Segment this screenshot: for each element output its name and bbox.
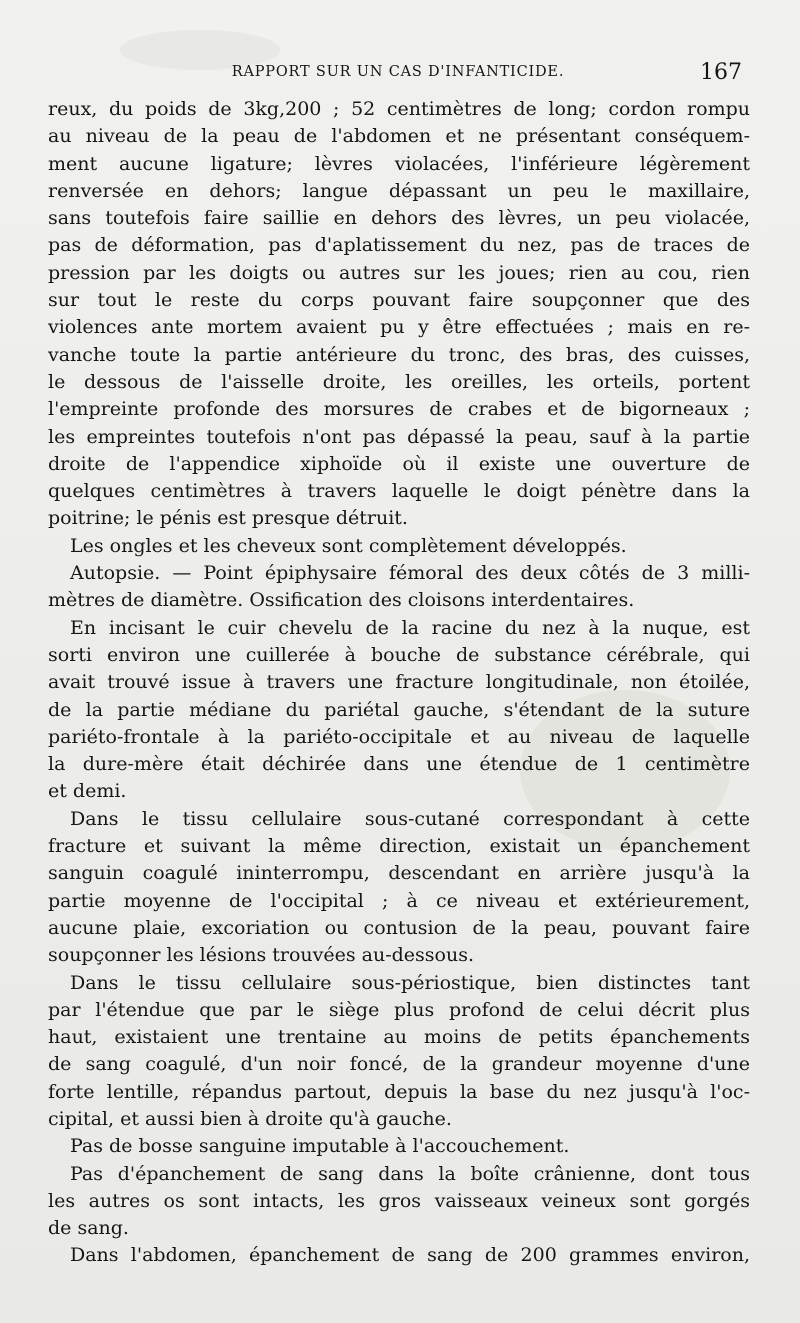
page-number: 167 [700,60,742,85]
text-line: Dans l'abdomen, épanchement de sang de 200 grammes environ, [70,1244,750,1267]
text-line: vanche toute la partie antérieure du tronc, des bras, des cuisses, [48,343,750,366]
text-line: Dans le tissu cellulaire sous-cutané correspondant à cette [70,807,750,830]
text-line: aucune plaie, excoriation ou contusion de la peau, pouvant faire [48,916,750,939]
text-line: droite de l'appendice xiphoïde où il existe une ouverture de [48,452,750,475]
text-line: de sang. [48,1217,129,1240]
text-line: partie moyenne de l'occipital ; à ce niveau et extérieurement, [48,889,750,912]
text-line: de la partie médiane du pariétal gauche, s'étendant de la suture [48,698,750,721]
text-line: reux, du poids de 3kg,200 ; 52 centimètres de long; cordon rompu [48,98,750,120]
text-line: ment aucune ligature; lèvres violacées, l'inférieure légèrement [48,152,750,175]
text-line: quelques centimètres à travers laquelle le doigt pénètre dans la [48,480,750,503]
text-line: Les ongles et les cheveux sont complètement développés. [70,534,627,557]
text-line: la dure-mère était déchirée dans une étendue de 1 centimètre [48,753,750,776]
text-line: de sang coagulé, d'un noir foncé, de la grandeur moyenne d'une [48,1053,750,1076]
text-line: haut, existaient une trentaine au moins de petits épanchements [48,1026,750,1049]
text-line: violences ante mortem avaient pu y être effectuées ; mais en re- [48,316,750,339]
text-line: les empreintes toutefois n'ont pas dépassé la peau, sauf à la partie [48,425,750,448]
text-line: En incisant le cuir chevelu de la racine du nez à la nuque, est [70,616,750,639]
text-line: avait trouvé issue à travers une fracture longitudinale, non étoilée, [48,671,750,694]
text-line: l'empreinte profonde des morsures de crabes et de bigorneaux ; [48,398,750,421]
text-line: Pas d'épanchement de sang dans la boîte crânienne, dont tous [70,1162,750,1185]
running-head: RAPPORT SUR UN CAS D'INFANTICIDE. [231,64,565,80]
text-line: sur tout le reste du corps pouvant faire soupçonner que des [48,289,750,312]
text-line: sans toutefois faire saillie en dehors des lèvres, un peu violacée, [48,207,750,230]
body-text [48,96,750,1270]
text-line: Pas de bosse sanguine imputable à l'accouchement. [70,1135,570,1158]
text-line: sanguin coagulé ininterrompu, descendant en arrière jusqu'à la [48,862,750,885]
text-line: soupçonner les lésions trouvées au-dessous. [48,944,474,967]
text-line: pariéto-frontale à la pariéto-occipitale et au niveau de laquelle [48,725,750,748]
text-line: forte lentille, répandus partout, depuis la base du nez jusqu'à l'oc- [48,1080,750,1103]
text-line: sorti environ une cuillerée à bouche de substance cérébrale, qui [48,643,750,666]
text-line: Autopsie. — Point épiphysaire fémoral des deux côtés de 3 milli- [70,562,750,585]
text-line: mètres de diamètre. Ossification des cloisons interdentaires. [48,589,635,612]
text-line: poitrine; le pénis est presque détruit. [48,507,408,530]
text-line: cipital, et aussi bien à droite qu'à gauche. [48,1107,452,1130]
text-line: pression par les doigts ou autres sur les joues; rien au cou, rien [48,261,750,284]
text-line: au niveau de la peau de l'abdomen et ne présentant conséquem- [48,125,750,148]
text-line: Dans le tissu cellulaire sous-périostique, bien distinctes tant [70,971,750,994]
text-line: pas de déformation, pas d'aplatissement du nez, pas de traces de [48,234,750,257]
text-line: les autres os sont intacts, les gros vaisseaux veineux sont gorgés [48,1189,750,1212]
text-line: fracture et suivant la même direction, existait un épanchement [48,835,750,858]
text-line: le dessous de l'aisselle droite, les oreilles, les orteils, portent [48,370,750,393]
text-line: et demi. [48,780,127,803]
text-line: par l'étendue que par le siège plus profond de celui décrit plus [48,998,750,1021]
text-line: renversée en dehors; langue dépassant un peu le maxillaire, [48,179,750,202]
page-header [48,60,748,90]
